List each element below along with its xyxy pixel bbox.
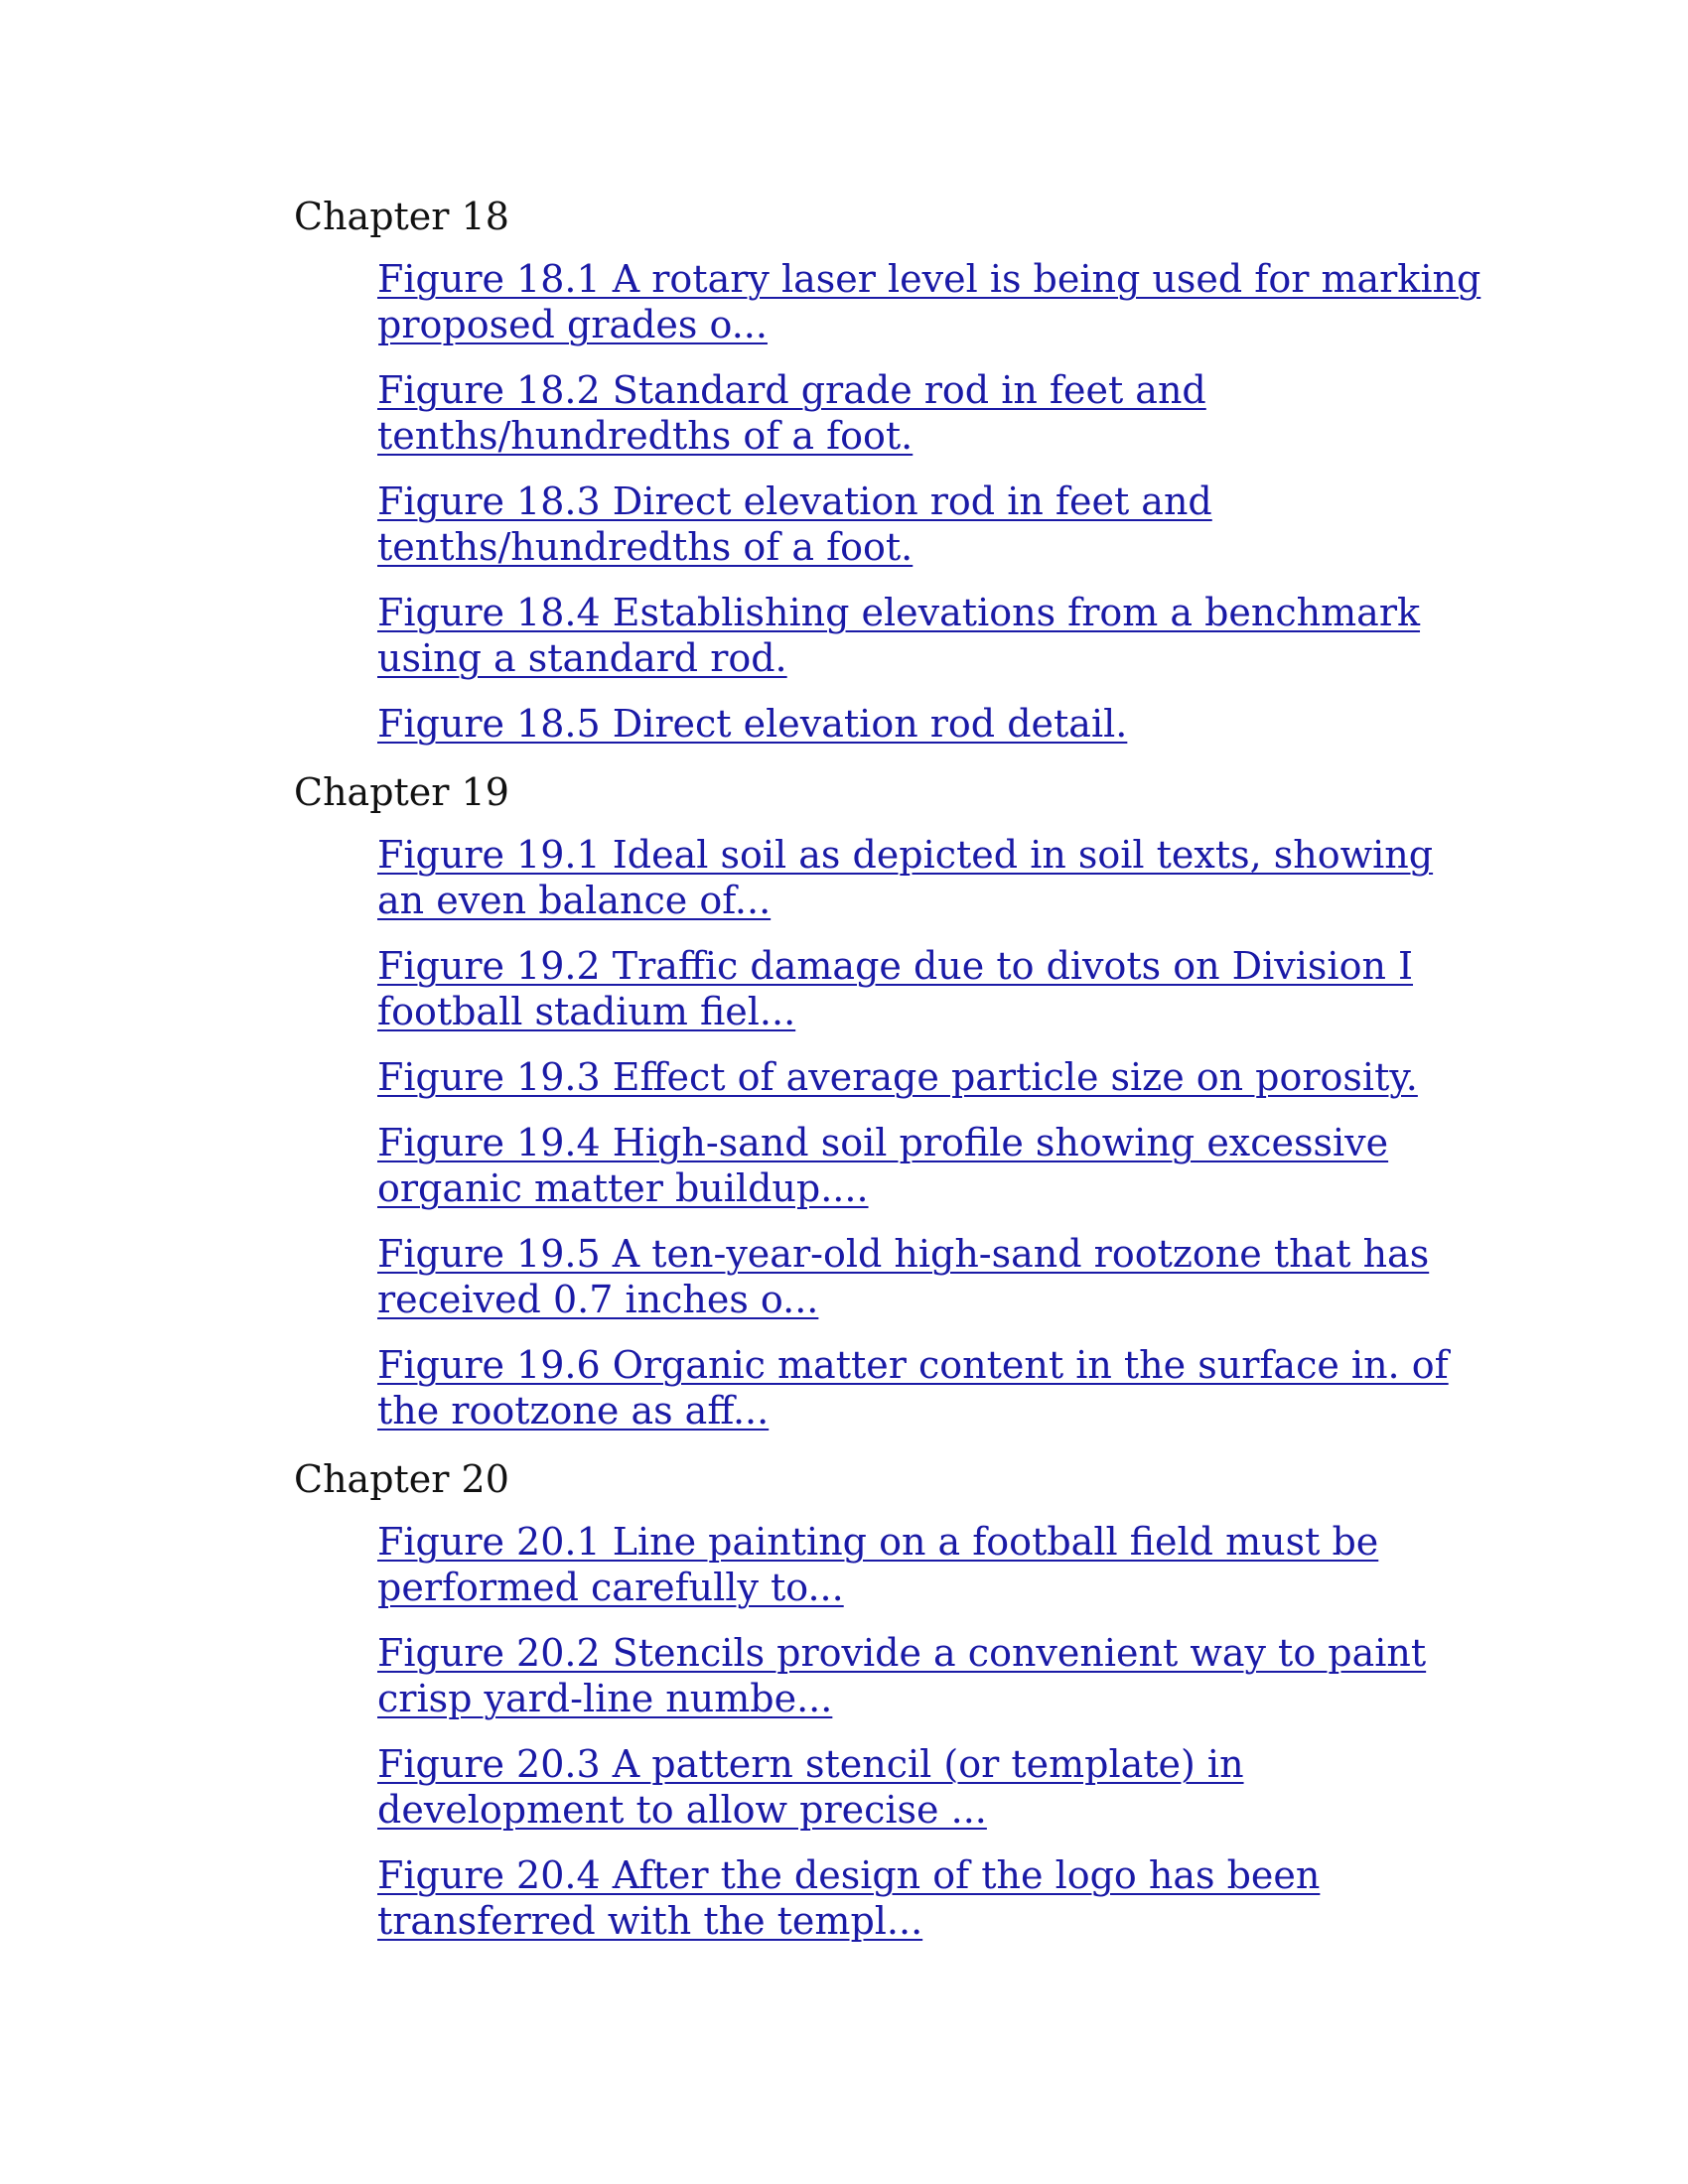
figure-link[interactable]: Figure 20.4 After the design of the logo has been transferred with the templ... bbox=[377, 1853, 1321, 1943]
list-item bbox=[377, 1852, 1485, 1944]
list-item bbox=[377, 590, 1485, 681]
figure-list-page bbox=[294, 191, 1485, 1964]
list-item bbox=[377, 1342, 1485, 1433]
chapter-20-section bbox=[294, 1453, 1485, 1944]
list-item bbox=[377, 701, 1485, 747]
chapter-heading: Chapter 19 bbox=[294, 770, 509, 814]
figure-link[interactable]: Figure 18.5 Direct elevation rod detail. bbox=[377, 702, 1128, 746]
list-item bbox=[377, 1630, 1485, 1721]
figure-link[interactable]: Figure 20.2 Stencils provide a convenient way to paint crisp yard-line numbe... bbox=[377, 1631, 1427, 1720]
chapter-18-section bbox=[294, 191, 1485, 747]
chapter-heading: Chapter 20 bbox=[294, 1457, 509, 1501]
list-item bbox=[377, 832, 1485, 923]
figure-link[interactable]: Figure 19.6 Organic matter content in the surface in. of the rootzone as aff... bbox=[377, 1343, 1449, 1433]
list-item bbox=[377, 1120, 1485, 1211]
figure-link[interactable]: Figure 18.1 A rotary laser level is being used for marking proposed grades o... bbox=[377, 257, 1481, 346]
list-item bbox=[377, 1231, 1485, 1322]
figure-list bbox=[294, 1519, 1485, 1944]
chapter-heading: Chapter 18 bbox=[294, 195, 509, 238]
figure-link[interactable]: Figure 19.3 Effect of average particle size on porosity. bbox=[377, 1055, 1418, 1099]
figure-link[interactable]: Figure 18.2 Standard grade rod in feet and tenths/hundredths of a foot. bbox=[377, 368, 1206, 458]
figure-link[interactable]: Figure 18.4 Establishing elevations from a benchmark using a standard rod. bbox=[377, 591, 1421, 680]
figure-link[interactable]: Figure 18.3 Direct elevation rod in feet and tenths/hundredths of a foot. bbox=[377, 479, 1212, 569]
list-item bbox=[377, 1054, 1485, 1100]
figure-list bbox=[294, 256, 1485, 747]
figure-link[interactable]: Figure 19.5 A ten-year-old high-sand rootzone that has received 0.7 inches o... bbox=[377, 1232, 1430, 1321]
list-item bbox=[377, 478, 1485, 570]
list-item bbox=[377, 1519, 1485, 1610]
list-item bbox=[377, 943, 1485, 1034]
figure-link[interactable]: Figure 20.1 Line painting on a football field must be performed carefully to... bbox=[377, 1520, 1379, 1609]
figure-link[interactable]: Figure 19.2 Traffic damage due to divots on Division I football stadium fiel... bbox=[377, 944, 1414, 1033]
list-item bbox=[377, 1741, 1485, 1833]
figure-link[interactable]: Figure 19.4 High-sand soil profile showing excessive organic matter buildup.... bbox=[377, 1121, 1389, 1210]
list-item bbox=[377, 367, 1485, 459]
list-item bbox=[377, 256, 1485, 347]
figure-list bbox=[294, 832, 1485, 1433]
chapter-19-section bbox=[294, 766, 1485, 1433]
figure-link[interactable]: Figure 19.1 Ideal soil as depicted in soil texts, showing an even balance of... bbox=[377, 833, 1434, 922]
figure-link[interactable]: Figure 20.3 A pattern stencil (or template) in development to allow precise ... bbox=[377, 1742, 1244, 1832]
